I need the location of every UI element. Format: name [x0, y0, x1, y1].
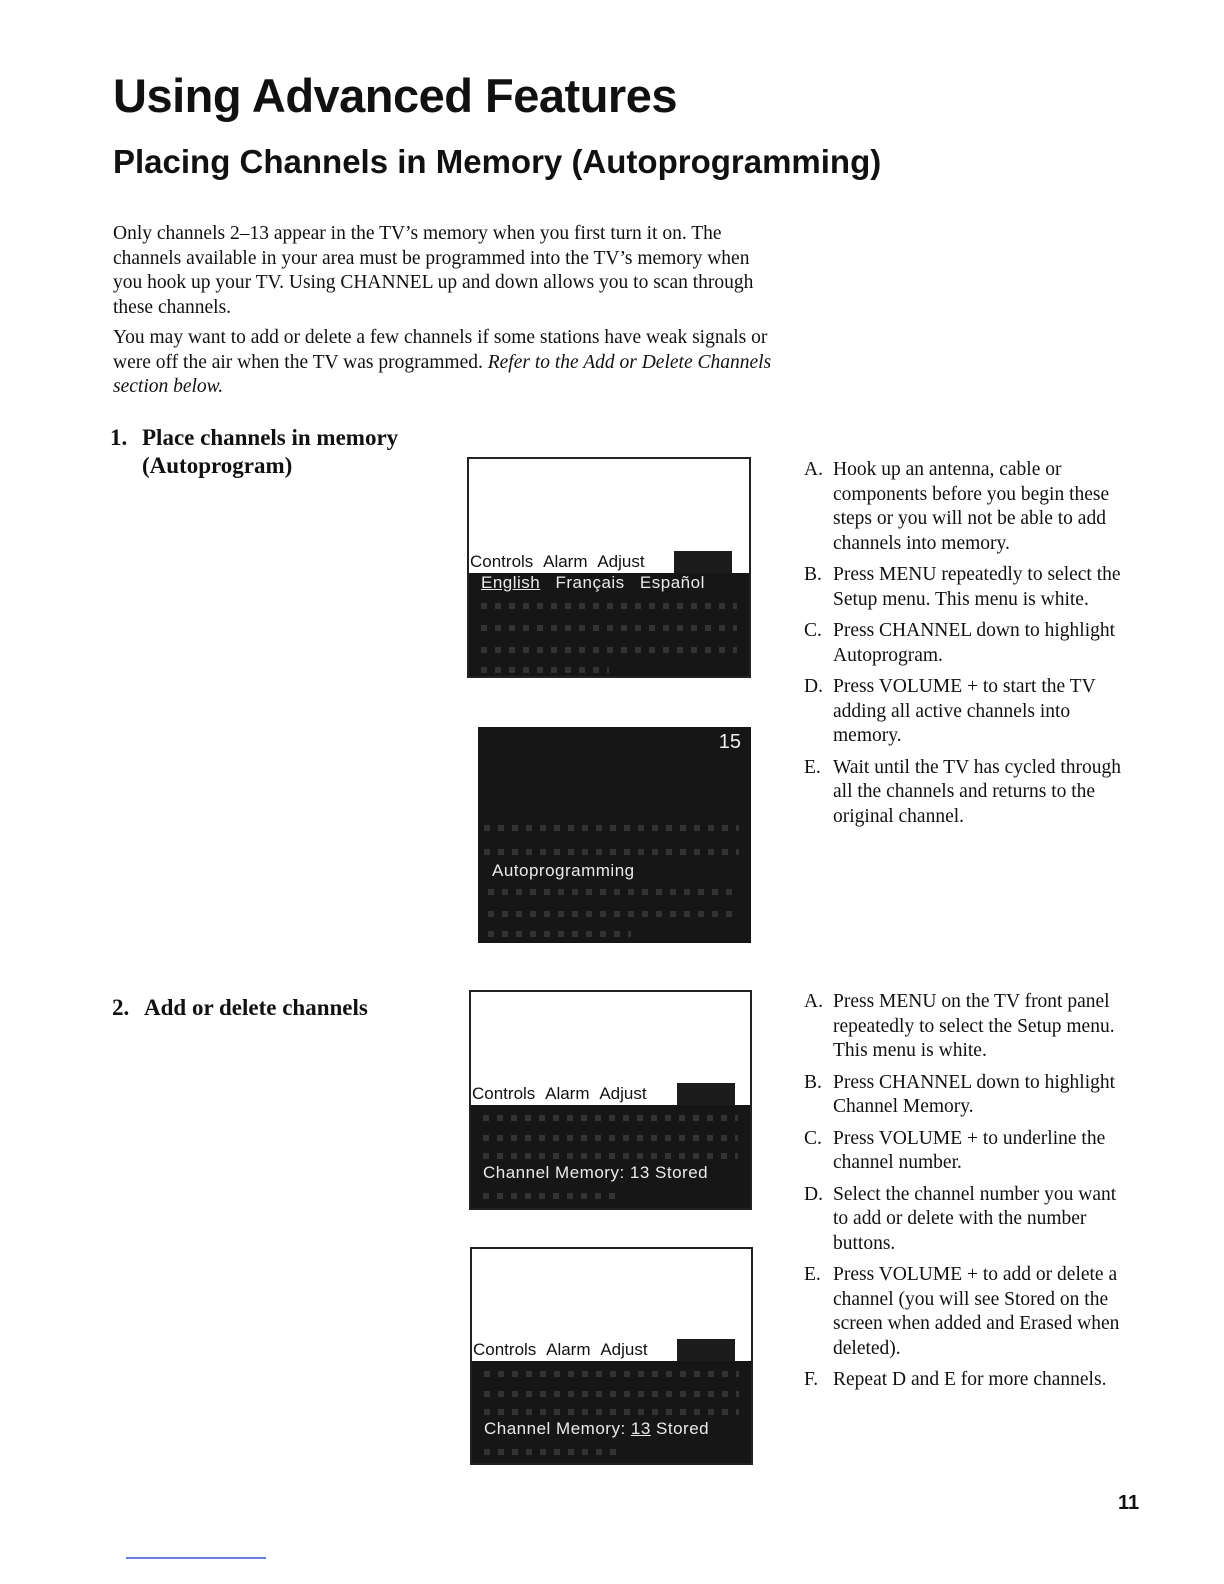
intro-paragraph-2: [113, 326, 783, 400]
footer-line: [126, 1557, 266, 1559]
instruction-letter: D.: [804, 676, 823, 697]
dim-menu-row: [484, 1409, 739, 1415]
menu-tab-bar: [472, 1339, 751, 1361]
intro-paragraph-2-reference: Refer to the Add or Delete Channels section below.: [113, 351, 772, 397]
menu-tab-alarm: Alarm: [543, 552, 588, 571]
instruction-text: Press VOLUME + to add or delete a channel (you will see Stored on the screen when added and Erased when deleted).: [833, 1264, 1120, 1359]
page-number: 11: [1118, 1492, 1140, 1514]
instruction-letter: C.: [804, 620, 822, 641]
menu-tab-alarm: Alarm: [545, 1084, 590, 1103]
dim-menu-row: [488, 889, 739, 895]
menu-tab-controls: Controls: [473, 1340, 537, 1359]
instruction-text: Press MENU on the TV front panel repeatedly to select the Setup menu. This menu is white.: [833, 991, 1115, 1061]
instruction-letter: E.: [804, 1264, 821, 1285]
menu-tab-adjust: Adjust: [599, 1084, 647, 1103]
menu-tab-setup-highlight: [677, 1083, 735, 1105]
page-title: Using Advanced Features: [113, 69, 677, 122]
dim-menu-row: [481, 667, 609, 673]
instruction-text: Hook up an antenna, cable or components before you begin these steps or you will not be able to add channels into memory.: [833, 459, 1110, 554]
instruction-text: Press VOLUME + to start the TV adding all active channels into memory.: [833, 676, 1096, 746]
menu-tab-controls: Controls: [470, 552, 534, 571]
menu-tab-bar: [469, 551, 749, 573]
menu-body: [469, 573, 749, 676]
dim-menu-row: [483, 1193, 620, 1199]
menu-tab-adjust: Adjust: [597, 552, 645, 571]
channel-memory-number: 13: [630, 1419, 651, 1438]
intro-paragraph-2-text: You may want to add or delete a few channels if some stations have weak signals or were off the air when the TV was programmed.: [113, 327, 768, 373]
instruction-letter: E.: [804, 756, 821, 778]
language-options: [481, 573, 715, 593]
instruction-item: [804, 1183, 1124, 1257]
instruction-text: Press CHANNEL down to highlight Autoprogram.: [833, 620, 1116, 666]
step-1-heading: [110, 424, 440, 480]
instruction-text: Press MENU repeatedly to select the Setup menu. This menu is white.: [833, 564, 1121, 610]
channel-memory-item: [484, 1419, 709, 1439]
channel-memory-label: Channel Memory:: [484, 1419, 631, 1438]
menu-tab-controls: Controls: [472, 1084, 536, 1103]
dim-menu-row: [481, 647, 737, 653]
instruction-text: Press VOLUME + to underline the channel number.: [833, 1127, 1106, 1173]
instruction-text: Repeat D and E for more channels.: [833, 1369, 1107, 1390]
step-1-instructions: [804, 458, 1124, 836]
step-2-heading: [112, 994, 442, 1022]
instruction-letter: C.: [804, 1127, 822, 1149]
instruction-item: [804, 458, 1124, 556]
instruction-item: [804, 1127, 1124, 1176]
dim-menu-row: [484, 825, 739, 831]
instruction-item: [804, 1368, 1124, 1393]
tv-screen-autoprogramming: [478, 727, 751, 943]
step-2-instructions: [804, 990, 1124, 1400]
channel-memory-status: Stored: [650, 1419, 710, 1438]
dim-menu-row: [484, 1371, 739, 1377]
intro-paragraph-1: Only channels 2–13 appear in the TV’s memory when you first turn it on. The channels available in your area must be programmed into the TV’s memory when you hook up your TV. Using CHANNEL up and down allows you to scan through these channels.: [113, 223, 754, 318]
instruction-item: [804, 990, 1124, 1064]
language-english: English: [481, 573, 541, 592]
dim-menu-row: [488, 911, 739, 917]
instruction-letter: A.: [804, 459, 823, 480]
dim-menu-row: [483, 1135, 738, 1141]
menu-tab-setup-highlight: [674, 551, 732, 573]
autoprogramming-item: Autoprogramming: [492, 861, 635, 880]
instruction-item: [804, 1263, 1124, 1361]
instruction-letter: D.: [804, 1183, 823, 1205]
menu-body: [471, 1105, 750, 1208]
menu-tab-adjust: Adjust: [600, 1340, 648, 1359]
dim-menu-row: [483, 1115, 738, 1121]
language-francais: Français: [555, 573, 625, 592]
instruction-text: Select the channel number you want to add or delete with the number buttons.: [833, 1183, 1117, 1254]
dim-menu-row: [484, 849, 739, 855]
tv-screen-channel-memory: [469, 990, 752, 1210]
step-2-number: 2.: [112, 995, 130, 1020]
menu-tab-alarm: Alarm: [546, 1340, 591, 1359]
step-2-title: Add or delete channels: [144, 995, 368, 1020]
instruction-item: [804, 756, 1124, 830]
channel-number: 15: [718, 731, 741, 753]
instruction-item: [804, 619, 1124, 668]
instruction-letter: B.: [804, 564, 822, 585]
language-espanol: Español: [639, 573, 705, 592]
instruction-item: [804, 1071, 1124, 1120]
dim-menu-row: [484, 1449, 621, 1455]
dim-menu-row: [481, 625, 737, 631]
channel-memory-item: Channel Memory: 13 Stored: [483, 1163, 709, 1182]
menu-tab-setup-highlight: [677, 1339, 735, 1361]
dim-menu-row: [483, 1153, 738, 1159]
step-1-number: 1.: [110, 425, 128, 450]
tv-screen-channel-memory-underlined: [470, 1247, 753, 1465]
instruction-letter: A.: [804, 991, 823, 1012]
tv-screen-setup-menu: [467, 457, 751, 678]
instruction-item: [804, 675, 1124, 749]
instruction-item: [804, 563, 1124, 612]
section-subtitle: Placing Channels in Memory (Autoprogramming): [113, 143, 882, 180]
instruction-text: Press CHANNEL down to highlight Channel Memory.: [833, 1071, 1116, 1117]
step-1-title: Place channels in memory (Autoprogram): [142, 425, 399, 478]
dim-menu-row: [488, 931, 631, 937]
instruction-text: Wait until the TV has cycled through all the channels and returns to the original channel.: [833, 756, 1121, 827]
instruction-letter: B.: [804, 1071, 822, 1093]
dim-menu-row: [481, 603, 737, 609]
menu-tab-bar: [471, 1083, 750, 1105]
dim-menu-row: [484, 1391, 739, 1397]
menu-body: [472, 1361, 751, 1463]
instruction-letter: F.: [804, 1369, 819, 1390]
